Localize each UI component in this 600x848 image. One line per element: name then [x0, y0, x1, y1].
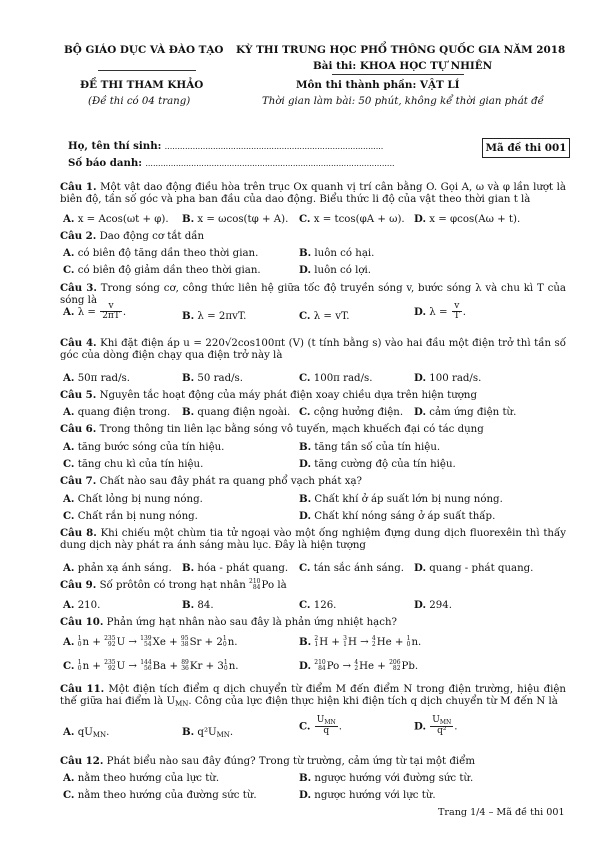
option-d[interactable]: D. luôn có lợi.: [299, 264, 371, 276]
question-6: [60, 423, 566, 436]
pages-note: (Đề thi có 04 trang): [88, 96, 191, 107]
question-5: [60, 389, 566, 402]
option-d[interactable]: D. 210 84 Po → 4 2 He + 206 82 Pb.: [299, 659, 419, 672]
option-a[interactable]: A. $qU_{MN}$.: [63, 726, 110, 739]
option-b[interactable]: B. hóa - phát quang.: [182, 562, 289, 574]
option-d[interactable]: D. cảm ứng điện từ.: [414, 406, 517, 418]
question-text: Một vật dao động điều hòa trên trục Ox quanh vị trí cân bằng O. Gọi A, ω và φ lần lượt là biên độ, tần số góc và pha ban đầu của dao động. Biểu thức li độ của vật theo thời gian t là: [60, 182, 566, 206]
option-c[interactable]: C. 126.: [299, 599, 337, 611]
candidate-id-field[interactable]: ..................................................................................................: [145, 159, 395, 168]
question-text: Số prôtôn có trong hạt nhân: [99, 580, 246, 591]
candidate-name-field[interactable]: ......................................................................................: [164, 142, 384, 151]
option-c[interactable]: C. 1 0 n + 235 92 U → 144 56 Ba + 89 36 Kr + 3 1 0 n.: [63, 659, 239, 672]
candidate-id-row: [68, 157, 395, 170]
question-number: Câu 5.: [60, 389, 97, 401]
question-number: Câu 10.: [60, 616, 104, 628]
option-a[interactable]: A. λ = $\frac{v}{2\pi T}$ .: [63, 301, 127, 322]
ministry-name: BỘ GIÁO DỤC VÀ ĐÀO TẠO: [64, 44, 224, 56]
question-number: Câu 8.: [60, 527, 97, 539]
option-b[interactable]: B. tăng tần số của tín hiệu.: [299, 441, 441, 453]
option-d[interactable]: D. quang - phát quang.: [414, 562, 534, 574]
option-b[interactable]: B. λ = 2πvT.: [182, 310, 247, 322]
option-a[interactable]: A. 210.: [63, 599, 101, 611]
option-b[interactable]: B. 2 1 H + 3 1 H → 4 2 He + 1 0 n.: [299, 635, 422, 648]
option-c[interactable]: C. x = tcos(φA + ω).: [299, 213, 405, 225]
option-a[interactable]: A. phản xạ ánh sáng.: [63, 562, 172, 574]
option-b[interactable]: B. $q^2U_{MN}$.: [182, 726, 234, 739]
option-c[interactable]: C. cộng hưởng điện.: [299, 406, 404, 418]
question-number: Câu 12.: [60, 755, 104, 767]
test-name: Bài thi: KHOA HỌC TỰ NHIÊN: [313, 60, 493, 72]
question-2: [60, 230, 566, 243]
header-divider: [332, 74, 464, 75]
option-a[interactable]: A. tăng bước sóng của tín hiệu.: [63, 441, 225, 453]
candidate-name-label: Họ, tên thí sinh:: [68, 140, 162, 152]
option-c[interactable]: C. nằm theo hướng của đường sức từ.: [63, 789, 257, 801]
question-number: Câu 1.: [60, 181, 97, 193]
question-4: [60, 337, 566, 362]
question-3: [60, 282, 566, 307]
subject: Môn thi thành phần: VẬT LÍ: [296, 79, 460, 91]
question-number: Câu 4.: [60, 337, 97, 349]
time-note: Thời gian làm bài: 50 phút, không kể thời gian phát đề: [262, 96, 544, 107]
option-c[interactable]: C. λ = vT.: [299, 310, 350, 322]
question-number: Câu 2.: [60, 230, 97, 242]
question-number: Câu 9.: [60, 579, 97, 591]
option-a[interactable]: A. quang điện trong.: [63, 406, 171, 418]
question-8: [60, 527, 566, 552]
question-text: Dao động cơ tắt dần: [99, 231, 205, 242]
exam-code: Mã đề thi 001: [485, 142, 567, 154]
option-d[interactable]: D. Chất khí nóng sáng ở áp suất thấp.: [299, 510, 496, 522]
question-1: [60, 181, 566, 206]
option-c[interactable]: C. Chất rắn bị nung nóng.: [63, 510, 198, 522]
exam-title: KỲ THI TRUNG HỌC PHỔ THÔNG QUỐC GIA NĂM 2018: [236, 44, 566, 56]
option-d[interactable]: D. λ = $\frac{v}{T}$ .: [414, 301, 467, 322]
question-number: Câu 7.: [60, 475, 97, 487]
question-7: [60, 475, 566, 488]
option-d[interactable]: D. $\frac{U_{MN}}{\text{q²}}$ .: [414, 715, 458, 737]
option-c[interactable]: C. tán sắc ánh sáng.: [299, 562, 405, 574]
option-c[interactable]: C. tăng chu kì của tín hiệu.: [63, 458, 204, 470]
question-text: Phát biểu nào sau đây đúng? Trong từ trường, cảm ứng từ tại một điểm: [106, 756, 476, 767]
question-text: Trong thông tin liên lạc bằng sóng vô tuyến, mạch khuếch đại có tác dụng: [99, 424, 484, 435]
question-number: Câu 3.: [60, 282, 97, 294]
nucleus-po: 210 84: [249, 578, 261, 591]
question-number: Câu 6.: [60, 423, 97, 435]
option-b[interactable]: B. ngược hướng với đường sức từ.: [299, 772, 474, 784]
option-a[interactable]: A. 50π rad/s.: [63, 372, 130, 384]
exam-code-box: [482, 138, 570, 158]
question-text: Nguyên tắc hoạt động của máy phát điện xoay chiều dựa trên hiện tượng: [99, 390, 477, 401]
question-text: Phản ứng hạt nhân nào sau đây là phản ứng nhiệt hạch?: [106, 617, 397, 628]
option-d[interactable]: D. 100 rad/s.: [414, 372, 482, 384]
option-d[interactable]: D. 294.: [414, 599, 452, 611]
option-d[interactable]: D. tăng cường độ của tín hiệu.: [299, 458, 456, 470]
question-number: Câu 11.: [60, 683, 105, 695]
question-12: [60, 755, 566, 768]
question-text: Chất nào sau đây phát ra quang phổ vạch phát xạ?: [99, 476, 362, 487]
question-text: Một điện tích điểm q dịch chuyển từ điểm M đến điểm N trong điện trường, hiệu điện thế giữa hai điểm là U: [60, 684, 566, 708]
option-a[interactable]: A. x = Acos(ωt + φ).: [63, 213, 169, 225]
option-a[interactable]: A. có biên độ tăng dần theo thời gian.: [63, 247, 259, 259]
page-footer: Trang 1/4 – Mã đề thi 001: [438, 807, 565, 818]
option-d[interactable]: D. x = φcos(Aω + t).: [414, 213, 521, 225]
option-a[interactable]: A. nằm theo hướng của lực từ.: [63, 772, 220, 784]
option-c[interactable]: C. 100π rad/s.: [299, 372, 373, 384]
option-b[interactable]: B. 50 rad/s.: [182, 372, 243, 384]
option-c[interactable]: C. $\frac{U_{MN}}{q}$ .: [299, 715, 342, 737]
question-10: [60, 616, 566, 629]
option-b[interactable]: B. quang điện ngoài.: [182, 406, 291, 418]
question-9: Câu 9. Số prôtôn có trong hạt nhân 210 84 Po là: [60, 578, 287, 591]
option-a[interactable]: A. Chất lỏng bị nung nóng.: [63, 493, 203, 505]
option-a[interactable]: A. 1 0 n + 235 92 U → 139 54 Xe + 95 38 Sr + 2 1 0 n.: [63, 635, 238, 648]
option-b[interactable]: B. x = ωcos(tφ + A).: [182, 213, 289, 225]
option-d[interactable]: D. ngược hướng với lực từ.: [299, 789, 436, 801]
question-text: Khi chiếu một chùm tia tử ngoại vào một ống nghiệm đựng dung dịch fluorexêin thì thấy dung dịch này phát ra ánh sáng màu lục. Đây là hiện tượng: [60, 528, 566, 552]
option-c[interactable]: C. có biên độ giảm dần theo thời gian.: [63, 264, 261, 276]
candidate-name-row: [68, 140, 383, 153]
exam-type: ĐỀ THI THAM KHẢO: [80, 79, 204, 91]
option-b[interactable]: B. luôn có hại.: [299, 247, 375, 259]
question-text: Khi đặt điện áp u = 220√2cos100πt (V) (t tính bằng s) vào hai đầu một điện trở thì tần số góc của dòng điện chạy qua điện trở này là: [60, 338, 566, 362]
option-b[interactable]: B. Chất khí ở áp suất lớn bị nung nóng.: [299, 493, 503, 505]
question-text: Trong sóng cơ, công thức liên hệ giữa tốc độ truyền sóng v, bước sóng λ và chu kì T của sóng là: [60, 283, 566, 307]
question-11: Câu 11. Một điện tích điểm q dịch chuyển từ điểm M đến điểm N trong điện trường, hiệu điện thế giữa hai điểm là $U_{MN}$. Công của lực điện thực hiện khi điện tích q dịch chuyển từ M đến N là: [60, 683, 566, 709]
option-b[interactable]: B. 84.: [182, 599, 214, 611]
candidate-id-label: Số báo danh:: [68, 157, 143, 169]
header-divider: [98, 70, 196, 71]
